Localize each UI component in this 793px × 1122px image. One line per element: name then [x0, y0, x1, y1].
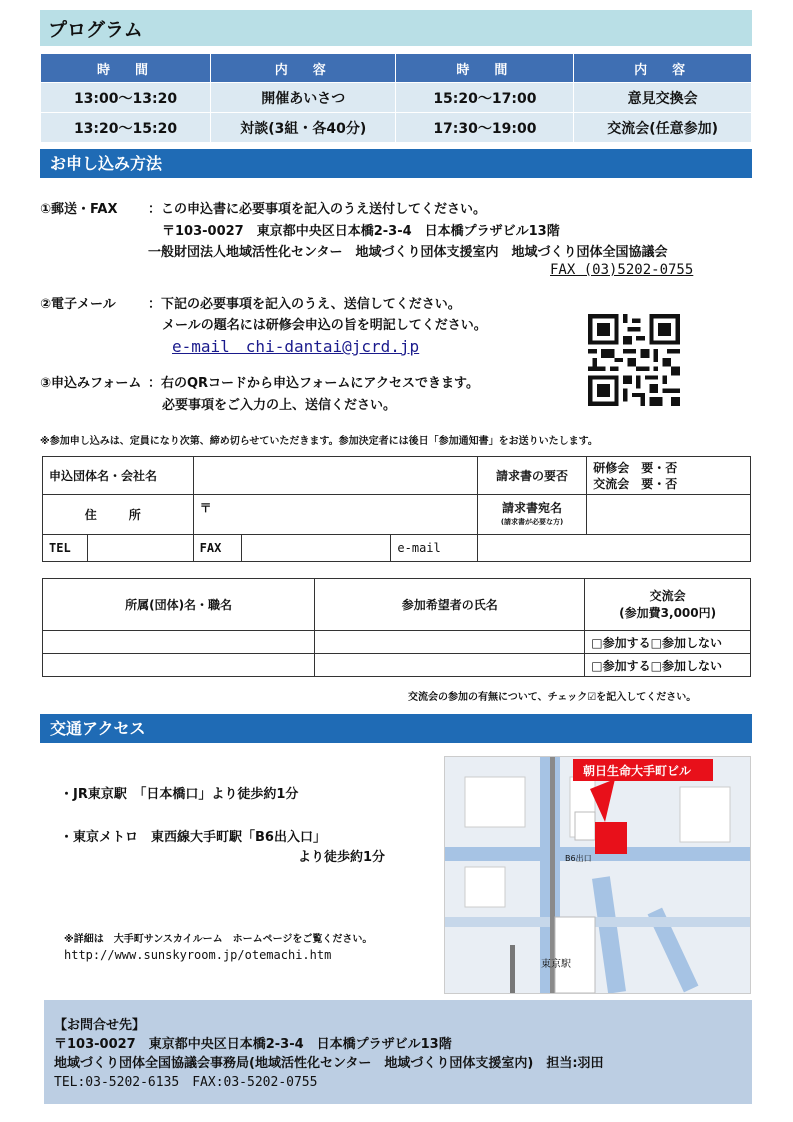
program-row	[41, 113, 752, 143]
mail-fax-text: ：この申込書に必要事項を記入のうえ送付してください。	[148, 202, 487, 217]
access-detail: ※詳細は 大手町サンスカイルーム ホームページをご覧ください。	[64, 934, 373, 945]
org-name-field[interactable]	[193, 457, 477, 495]
application-form	[42, 456, 751, 562]
contact-phone: TEL:03-5202-6135 FAX:03-5202-0755	[54, 1075, 318, 1090]
attendance-checkbox[interactable]: □参加する□参加しない	[585, 654, 751, 677]
email-text-1: ：下記の必要事項を記入のうえ、送信してください。	[148, 297, 461, 312]
exchange-header	[585, 579, 751, 631]
exchange-header-fee: (参加費3,000円)	[619, 605, 717, 620]
invoice-need-label: 請求書の要否	[477, 457, 586, 495]
map-station: 東京駅	[541, 959, 571, 970]
map-b6-exit: B6出口	[565, 854, 592, 863]
participants-table	[42, 578, 751, 677]
route-metro: ・東京メトロ 東西線大手町駅「B6出入口」	[60, 830, 326, 845]
participant-name-header: 参加希望者の氏名	[315, 579, 585, 631]
program-header: 時 間	[41, 54, 211, 83]
program-header-row	[41, 54, 752, 83]
email-field-label: e-mail	[391, 535, 477, 562]
contact-address: 〒103-0027 東京都中央区日本橋2-3-4 日本橋プラザビル13階	[54, 1037, 452, 1052]
email-input-field[interactable]	[477, 535, 750, 562]
participant-name-field[interactable]	[315, 631, 585, 654]
exchange-option[interactable]: 交流会 要・否	[593, 476, 678, 491]
program-header: 内 容	[574, 54, 752, 83]
program-header: 時 間	[396, 54, 574, 83]
affiliation-field[interactable]	[43, 631, 315, 654]
apply-section-title: お申し込み方法	[40, 149, 752, 178]
fax-label: FAX	[193, 535, 242, 562]
qr-code-icon[interactable]	[588, 314, 680, 406]
program-cell: 意見交換会	[574, 83, 752, 113]
invoice-to-note: (請求書が必要な方)	[500, 517, 564, 526]
fax-field[interactable]	[242, 535, 391, 562]
invoice-to-field[interactable]	[587, 495, 751, 535]
invoice-need-field[interactable]	[587, 457, 751, 495]
form-text-2: 必要事項をご入力の上、送信ください。	[162, 398, 397, 413]
participant-name-field[interactable]	[315, 654, 585, 677]
form-label: ③申込みフォーム	[40, 376, 142, 391]
program-cell: 13:20～15:20	[41, 113, 211, 143]
map-building-name: 朝日生命大手町ビル	[583, 764, 692, 778]
apply-note: ※参加申し込みは、定員になり次第、締め切らせていただきます。参加決定者には後日「参加通知書」をお送りいたします。	[40, 436, 598, 447]
email-text-2: メールの題名には研修会申込の旨を明記してください。	[162, 318, 487, 333]
org-name-label: 申込団体名・会社名	[43, 457, 194, 495]
contact-org: 地域づくり団体全国協議会事務局(地域活性化センター 地域づくり団体支援室内) 担当:羽田	[54, 1056, 604, 1071]
route-metro-walk: より徒歩約1分	[298, 850, 386, 865]
table-row	[43, 631, 751, 654]
mail-address: 〒103-0027 東京都中央区日本橋2-3-4 日本橋プラザビル13階	[162, 224, 560, 239]
email-link[interactable]: e-mail chi-dantai@jcrd.jp	[172, 337, 420, 356]
fax-number: FAX (03)5202-0755	[550, 262, 694, 278]
address-field[interactable]: 〒	[193, 495, 477, 535]
program-table	[40, 53, 752, 143]
email-label: ②電子メール	[40, 297, 116, 312]
address-label: 住 所	[43, 495, 194, 535]
program-title: プログラム	[40, 10, 752, 46]
form-text-1: ：右のQRコードから申込フォームにアクセスできます。	[148, 376, 479, 391]
tel-label: TEL	[43, 535, 88, 562]
program-cell: 対談(3組・各40分)	[211, 113, 396, 143]
program-cell: 交流会(任意参加)	[574, 113, 752, 143]
route-jr: ・JR東京駅 「日本橋口」より徒歩約1分	[60, 787, 299, 802]
map-graphic	[445, 757, 750, 993]
invoice-to-title: 請求書宛名	[502, 500, 563, 515]
attendance-checkbox[interactable]: □参加する□参加しない	[585, 631, 751, 654]
program-cell: 13:00～13:20	[41, 83, 211, 113]
program-cell: 15:20～17:00	[396, 83, 574, 113]
invoice-to-label	[477, 495, 586, 535]
mail-org: 一般財団法人地域活性化センター 地域づくり団体支援室内 地域づくり団体全国協議会	[148, 245, 668, 260]
program-header: 内 容	[211, 54, 396, 83]
access-map	[444, 756, 751, 994]
table-row	[43, 654, 751, 677]
tel-field[interactable]	[88, 535, 193, 562]
check-note: 交流会の参加の有無について、チェック☑を記入してください。	[408, 692, 697, 703]
seminar-option[interactable]: 研修会 要・否	[593, 460, 678, 475]
mail-fax-label: ①郵送・FAX	[40, 202, 118, 217]
program-row	[41, 83, 752, 113]
access-section-title: 交通アクセス	[40, 714, 752, 743]
contact-box	[44, 1000, 752, 1104]
affiliation-field[interactable]	[43, 654, 315, 677]
access-url[interactable]: http://www.sunskyroom.jp/otemachi.htm	[64, 948, 332, 962]
affiliation-header: 所属(団体)名・職名	[43, 579, 315, 631]
exchange-header-title: 交流会	[649, 588, 686, 603]
program-cell: 開催あいさつ	[211, 83, 396, 113]
contact-title: 【お問合せ先】	[54, 1018, 146, 1033]
program-cell: 17:30～19:00	[396, 113, 574, 143]
